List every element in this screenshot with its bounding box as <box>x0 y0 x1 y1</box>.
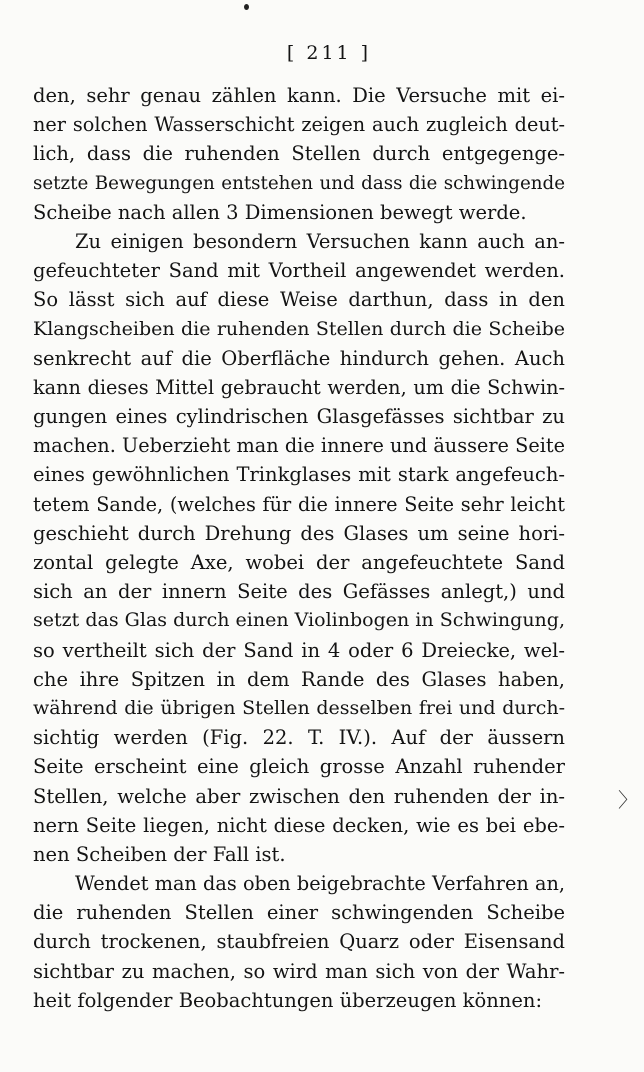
text-line: senkrecht auf die Oberfläche hindurch gehen. Auch <box>33 346 565 370</box>
text-line: So lässt sich auf diese Weise darthun, dass in den <box>33 288 565 312</box>
paragraph-1 <box>33 81 565 227</box>
paragraph-3 <box>33 869 565 1015</box>
text-line: sichtbar zu machen, so wird man sich von der Wahr- <box>33 959 565 983</box>
text-line: nern Seite liegen, nicht diese decken, wie es bei ebe- <box>33 813 565 837</box>
text-line: nen Scheiben der Fall ist. <box>33 842 286 866</box>
text-line: sichtig werden (Fig. 22. T. IV.). Auf der äussern <box>33 726 565 750</box>
text-line: die ruhenden Stellen einer schwingenden Scheibe <box>33 901 565 925</box>
text-line: sich an der innern Seite des Gefässes anlegt,) und <box>33 580 565 604</box>
page-body <box>33 81 565 1015</box>
text-line: Scheibe nach allen 3 Dimensionen bewegt werde. <box>33 200 527 224</box>
text-line: Zu einigen besondern Versuchen kann auch an- <box>75 229 565 253</box>
text-line: Stellen, welche aber zwischen den ruhenden der in- <box>33 784 565 808</box>
text-line: ner solchen Wasserschicht zeigen auch zugleich deut- <box>33 113 565 137</box>
text-line: heit folgender Beobachtungen überzeugen können: <box>33 988 543 1012</box>
text-line: che ihre Spitzen in dem Rande des Glases haben, <box>33 667 565 691</box>
text-line: gungen eines cylindrischen Glasgefässes sichtbar zu <box>33 405 565 429</box>
text-line: so vertheilt sich der Sand in 4 oder 6 Dreiecke, wel- <box>33 638 565 662</box>
page-number: [ 211 ] <box>286 42 372 64</box>
text-line: durch trockenen, staubfreien Quarz oder Eisensand <box>33 930 565 954</box>
text-line: gefeuchteter Sand mit Vortheil angewendet werden. <box>33 259 565 283</box>
text-line: tetem Sande, (welches für die innere Seite sehr leicht <box>33 492 565 516</box>
margin-mark: 〉 <box>618 788 638 812</box>
text-line: machen. Ueberzieht man die innere und äussere Seite <box>33 434 565 458</box>
text-line: Wendet man das oben beigebrachte Verfahren an, <box>75 872 565 896</box>
text-line: setzte Bewegungen entstehen und dass die schwingende <box>33 172 565 194</box>
text-line: Seite erscheint eine gleich grosse Anzahl ruhender <box>33 755 565 779</box>
text-line: zontal gelegte Axe, wobei der angefeuchtete Sand <box>33 551 565 574</box>
text-line: Klangscheiben die ruhenden Stellen durch die Scheibe <box>33 317 565 340</box>
ink-speck <box>244 4 249 10</box>
text-line: setzt das Glas durch einen Violinbogen in Schwingung, <box>33 609 565 632</box>
text-line: eines gewöhnlichen Trinkglases mit stark angefeuch- <box>33 463 565 487</box>
text-line: kann dieses Mittel gebraucht werden, um die Schwin- <box>33 375 565 399</box>
text-line: den, sehr genau zählen kann. Die Versuche mit ei- <box>33 84 565 107</box>
text-line: geschieht durch Drehung des Glases um seine hori- <box>33 521 565 545</box>
text-line: während die übrigen Stellen desselben frei und durch- <box>33 696 565 719</box>
text-line: lich, dass die ruhenden Stellen durch entgegenge- <box>33 142 565 166</box>
paragraph-2 <box>33 227 565 869</box>
